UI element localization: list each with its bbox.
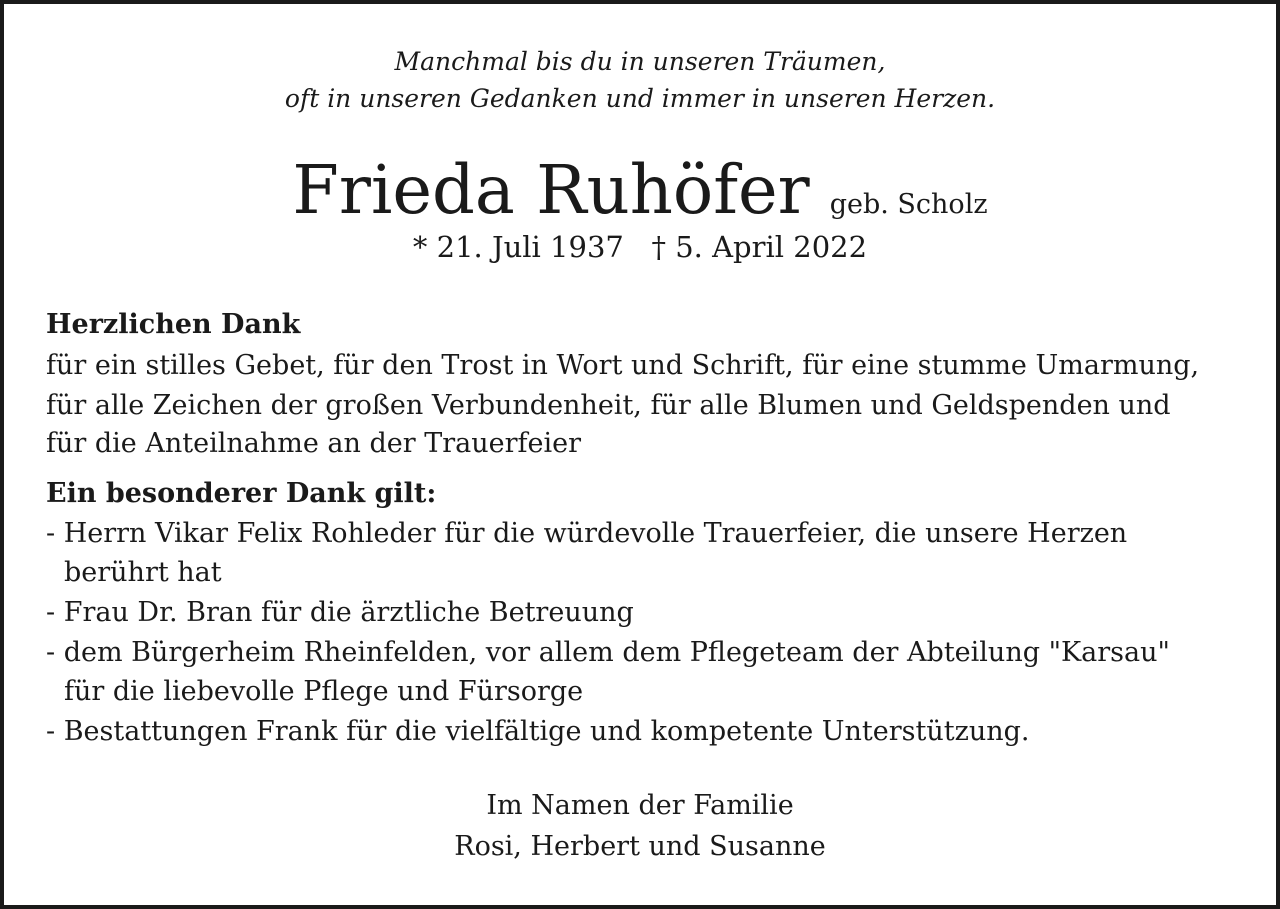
signature-line-1: Im Namen der Familie: [486, 790, 794, 821]
deceased-name: Frieda Ruhöfer: [292, 151, 810, 229]
special-thanks-heading: Ein besonderer Dank gilt:: [46, 478, 437, 509]
special-thanks-line: - Frau Dr. Bran für die ärztliche Betreuung: [46, 597, 634, 628]
thanks-line: für die Anteilnahme an der Trauerfeier: [46, 428, 581, 459]
motto-line-1: Manchmal bis du in unseren Träumen,: [394, 47, 886, 76]
special-thanks-line: berührt hat: [64, 557, 222, 588]
signature-line-2: Rosi, Herbert und Susanne: [454, 831, 826, 862]
name-heading: [0, 150, 1280, 230]
thanks-heading: Herzlichen Dank: [46, 309, 301, 340]
life-dates: * 21. Juli 1937 † 5. April 2022: [412, 230, 868, 264]
special-thanks-line: - Bestattungen Frank für die vielfältige und kompetente Unterstützung.: [46, 716, 1030, 747]
special-thanks-line: - dem Bürgerheim Rheinfelden, vor allem dem Pflegeteam der Abteilung "Karsau": [46, 637, 1170, 668]
thanks-line: für alle Zeichen der großen Verbundenheit, für alle Blumen und Geldspenden und: [46, 390, 1171, 421]
special-thanks-line: - Herrn Vikar Felix Rohleder für die würdevolle Trauerfeier, die unsere Herzen: [46, 518, 1128, 549]
thanks-line: für ein stilles Gebet, für den Trost in Wort und Schrift, für eine stumme Umarmung,: [46, 350, 1200, 381]
special-thanks-line: für die liebevolle Pflege und Fürsorge: [64, 676, 584, 707]
birth-name: geb. Scholz: [829, 189, 988, 220]
motto-line-2: oft in unseren Gedanken und immer in unseren Herzen.: [284, 84, 996, 113]
